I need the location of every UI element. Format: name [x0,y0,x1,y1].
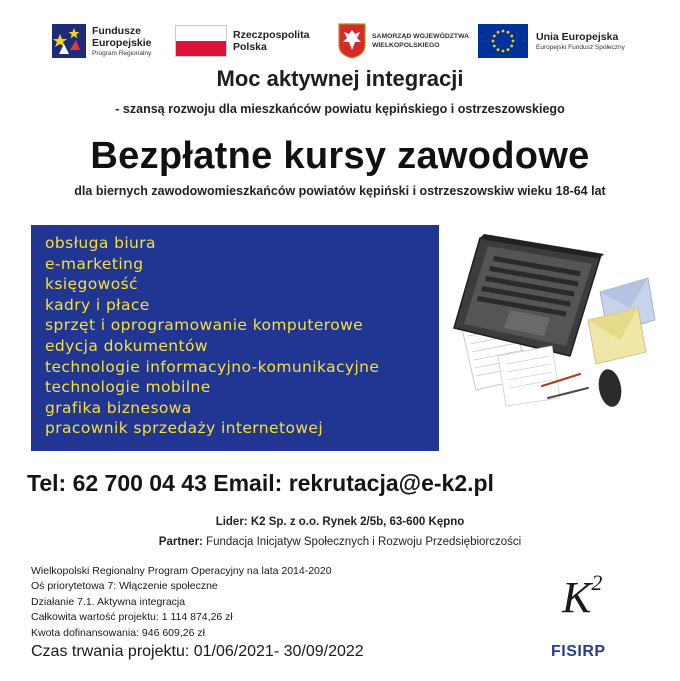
headline: Bezpłatne kursy zawodowe [90,135,590,177]
swiel-line1: SAMORZĄD WOJEWÓDZTWA [372,33,470,40]
rp-line2: Polska [233,41,267,53]
ue-line1: Unia Europejska [536,30,619,43]
project-info [31,564,332,641]
course-item: technologie mobilne [45,378,211,397]
logo-rzeczpospolita-polska [175,18,309,64]
ue-line2: Europejski Fundusz Społeczny [536,43,625,51]
page-subtitle: - szansą rozwoju dla mieszkańców powiatu kępińskiego i ostrzeszowskiego [115,102,565,116]
course-item: edycja dokumentów [45,336,208,355]
leader-label: Lider: [215,516,248,528]
phone-number[interactable]: Tel: 62 700 04 43 [27,470,207,496]
laptop-illustration [450,228,660,413]
course-item: sprzęt i oprogramowanie komputerowe [45,316,364,335]
envelope-icon [588,278,655,364]
courses-box [31,225,439,451]
leader-text: K2 Sp. z o.o. Rynek 2/5b, 63-600 Kępno [250,516,465,528]
swiel-line2: WIELKOPOLSKIEGO [372,42,440,49]
action-line: Działanie 7.1. Aktywna integracja [31,595,186,608]
fisirp-logo: FISIRP [551,643,606,660]
fe-line1: Fundusze [92,24,141,37]
partner-line [0,536,680,548]
partner-label: Partner: [158,536,203,548]
eagle-coat-of-arms-icon [338,23,366,59]
eu-flag-icon [478,24,528,58]
project-duration: Czas trwania projektu: 01/06/2021- 30/09/2022 [31,643,364,660]
email-address[interactable]: rekrutacja@e-k2.pl [288,470,494,496]
fe-line2: Europejskie [92,36,152,49]
contact-line [27,470,494,497]
course-item: technologie informacyjno-komunikacyjne [45,357,380,376]
course-item: kadry i płace [45,295,150,314]
course-item: grafika biznesowa [45,398,192,417]
k2-letter: K [562,573,592,622]
k2-logo [562,572,602,623]
k2-superscript: 2 [591,570,603,596]
fe-line3: Program Regionalny [92,49,152,57]
course-item: e-marketing [45,254,144,273]
leader-line [0,516,680,528]
page-title: Moc aktywnej integracji [216,66,464,91]
logo-fundusze-europejskie [52,18,152,64]
program-line: Wielkopolski Regionalny Program Operacyjny na lata 2014-2020 [31,565,332,577]
mouse-icon [596,367,624,408]
partner-text: Fundacja Inicjatyw Społecznych i Rozwoju Przedsiębiorczości [206,536,522,548]
rp-line1: Rzeczpospolita [233,29,310,41]
target-group: dla biernych zawodowomieszkańców powiatów kępiński i ostrzeszowskiw wieku 18-64 lat [74,184,606,198]
funding-line: Kwota dofinansowania: 946 609,26 zł [31,626,205,639]
polish-flag-icon [175,25,227,57]
total-value-line: Całkowita wartość projektu: 1 114 874,26 zł [31,611,233,624]
logo-samorzad-wielkopolski [338,18,469,64]
courses-list [31,225,439,439]
course-item: księgowość [45,275,138,294]
course-item: pracownik sprzedaży internetowej [45,419,324,438]
email-label: Email: [213,470,283,496]
axis-line: Oś priorytetowa 7: Włączenie społeczne [31,580,218,593]
fundusze-europejskie-icon [52,24,86,58]
course-item: obsługa biura [45,234,156,252]
logo-unia-europejska [478,18,625,64]
